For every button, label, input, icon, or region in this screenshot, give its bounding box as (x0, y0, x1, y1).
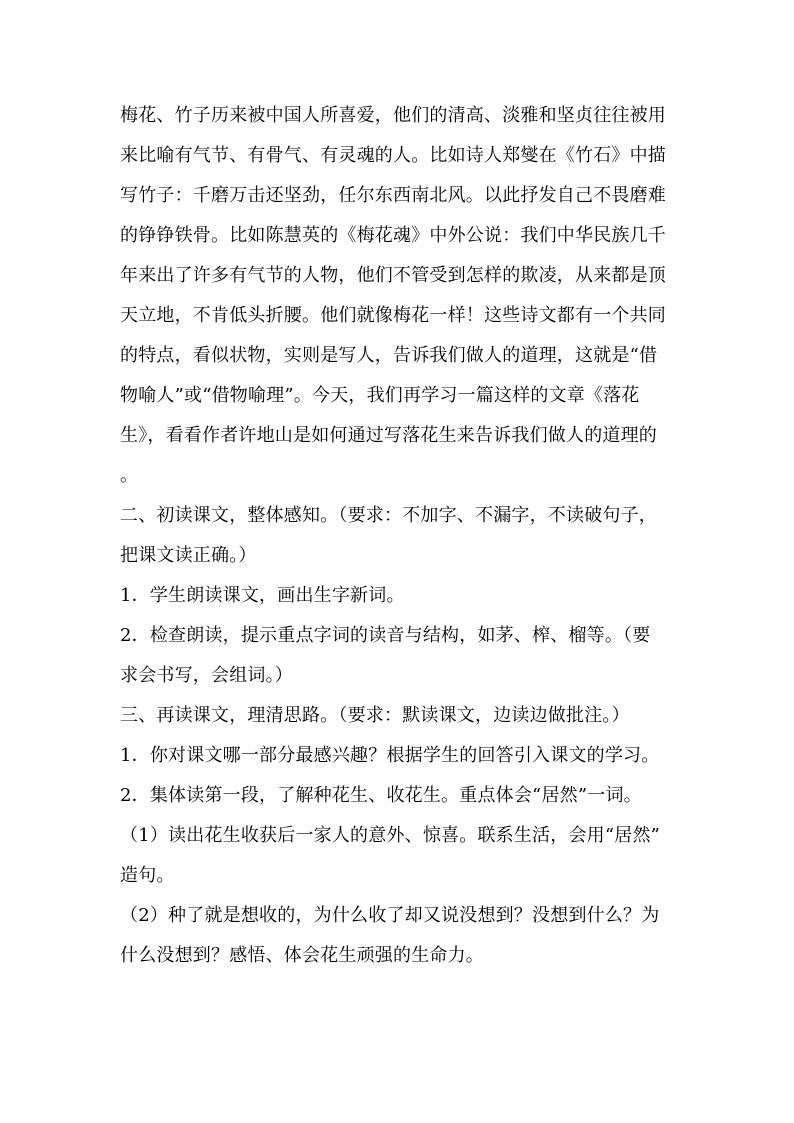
list-item: 1．你对课文哪一部分最感兴趣？根据学生的回答引入课文的学习。 (120, 745, 660, 766)
text-line: 的特点，看似状物，实则是写人，告诉我们做人的道理，这就是“借 (120, 345, 658, 366)
section-heading: 二、初读课文，整体感知。（要求：不加字、不漏字，不读破句子， (120, 505, 657, 526)
list-item: 1．学生朗读课文，画出生字新词。 (120, 585, 405, 606)
text-line: 物喻人”或“借物喻理”。今天，我们再学习一篇这样的文章《落花 (120, 385, 640, 406)
text-line: 天立地，不肯低头折腰。他们就像梅花一样！这些诗文都有一个共同 (120, 305, 666, 326)
sub-item: （2）种了就是想收的，为什么收了却又说没想到？没想到什么？为 (120, 905, 660, 926)
list-item: 2．检查朗读，提示重点字词的读音与结构，如茅、榨、榴等。（要 (120, 625, 651, 646)
text-line: 把课文读正确。） (120, 545, 257, 566)
document-page (120, 96, 680, 976)
text-line: 写竹子：千磨万击还坚劲，任尔东西南北风。以此抒发自己不畏磨难 (120, 185, 666, 206)
section-heading: 三、再读课文，理清思路。（要求：默读课文，边读边做批注。） (120, 705, 630, 726)
text-line: 生》，看看作者许地山是如何通过写落花生来告诉我们做人的道理的 (120, 425, 657, 446)
sub-item: （1）读出花生收获后一家人的意外、惊喜。联系生活，会用“居然” (120, 825, 661, 846)
text-line: 求会书写，会组词。） (120, 665, 293, 686)
text-line: 什么没想到？感悟、体会花生顽强的生命力。 (120, 945, 484, 966)
text-line: 。 (120, 465, 139, 486)
text-line: 的铮铮铁骨。比如陈慧英的《梅花魂》中外公说：我们中华民族几千 (120, 225, 666, 246)
text-line: 造句。 (120, 865, 175, 886)
text-line: 年来出了许多有气节的人物，他们不管受到怎样的欺凌，从来都是顶 (120, 265, 666, 286)
text-line: 来比喻有气节、有骨气、有灵魂的人。比如诗人郑燮在《竹石》中描 (120, 145, 666, 166)
text-line: 梅花、竹子历来被中国人所喜爱，他们的清高、淡雅和坚贞往往被用 (120, 105, 666, 126)
list-item: 2．集体读第一段，了解种花生、收花生。重点体会“居然”一词。 (120, 785, 642, 806)
